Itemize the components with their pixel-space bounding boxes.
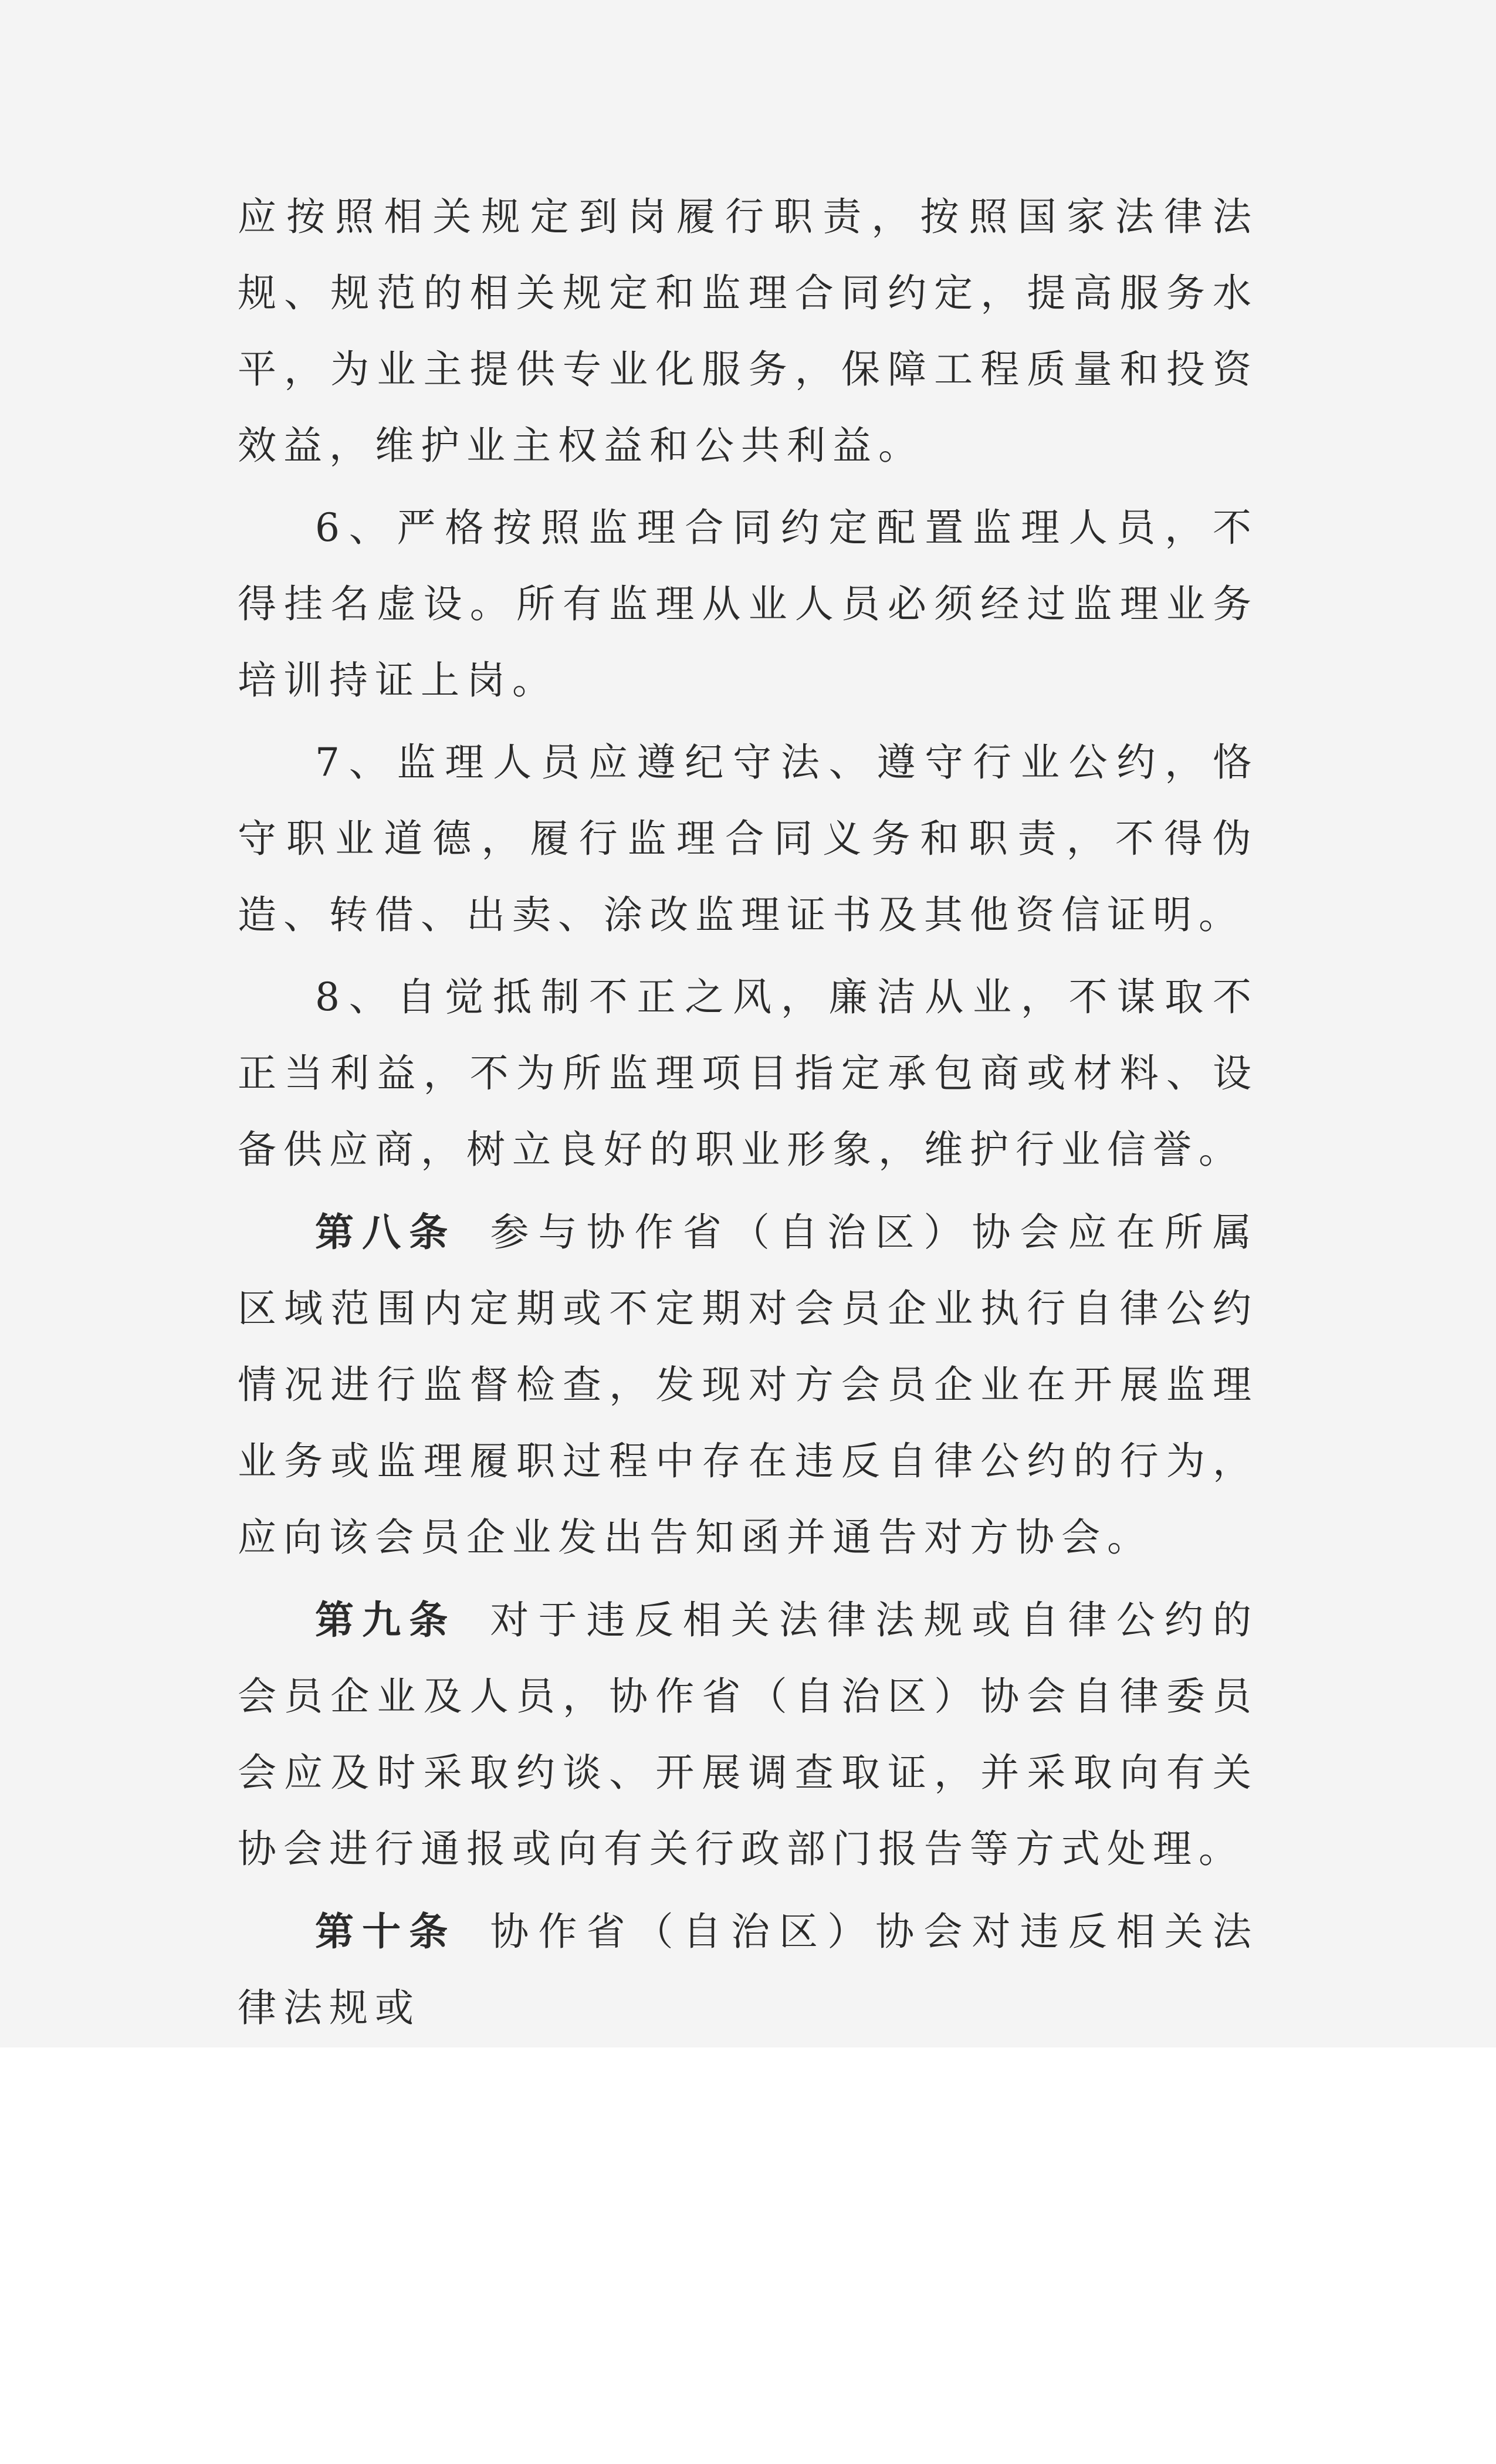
blank-margin	[0, 2047, 1496, 2464]
article-8-label: 第八条	[315, 1209, 456, 1255]
article-10-text: 协作省（自治区）协会对违反相关法律法规或	[238, 1909, 1259, 2030]
article-10	[238, 1893, 1258, 2046]
document-body	[238, 179, 1258, 2046]
article-9	[238, 1582, 1258, 1887]
paragraph-item-7: 7、监理人员应遵纪守法、遵守行业公约，恪守职业道德，履行监理合同义务和职责，不得伪造、转借、出卖、涂改监理证书及其他资信证明。	[238, 740, 1258, 937]
article-9-text: 对于违反相关法律法规或自律公约的会员企业及人员，协作省（自治区）协会自律委员会应及时采取约谈、开展调查取证，并采取向有关协会进行通报或向有关行政部门报告等方式处理。	[238, 1597, 1259, 1871]
article-8	[238, 1194, 1258, 1576]
paragraph-continuation: 应按照相关规定到岗履行职责，按照国家法律法规、规范的相关规定和监理合同约定，提高服务水平，为业主提供专业化服务，保障工程质量和投资效益，维护业主权益和公共利益。	[238, 194, 1258, 468]
paragraph-item-6: 6、严格按照监理合同约定配置监理人员，不得挂名虚设。所有监理从业人员必须经过监理业务培训持证上岗。	[238, 505, 1258, 703]
paragraph-item-8: 8、自觉抵制不正之风，廉洁从业，不谋取不正当利益，不为所监理项目指定承包商或材料、设备供应商，树立良好的职业形象，维护行业信誉。	[238, 974, 1258, 1172]
article-8-text: 参与协作省（自治区）协会应在所属区域范围内定期或不定期对会员企业执行自律公约情况进行监督检查，发现对方会员企业在开展监理业务或监理履职过程中存在违反自律公约的行为，应向该会员企业发出告知函并通告对方协会。	[238, 1210, 1259, 1560]
article-10-label: 第十条	[315, 1908, 456, 1954]
article-9-label: 第九条	[315, 1597, 456, 1643]
